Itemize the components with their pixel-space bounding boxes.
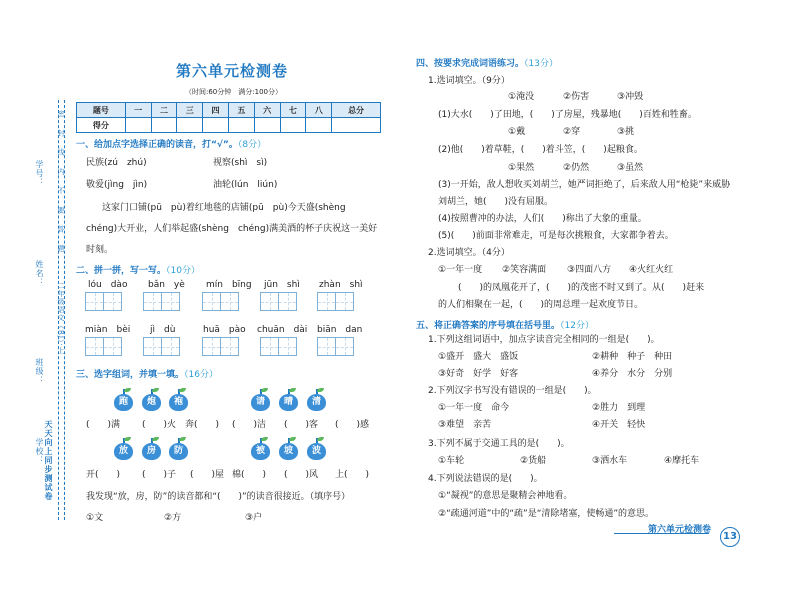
s1-item: 民族(zú zhú): [86, 158, 147, 168]
s5-option-text: 好学: [473, 369, 492, 379]
s3-blank: ( )客: [284, 420, 319, 430]
score-header-cell: 总分: [332, 103, 381, 118]
s5-option-text: ③难望: [438, 420, 465, 430]
s1-paragraph-line: chéng)大开业，人们举起盛(shèng chéng)满美酒的杯子庆祝这一美好: [86, 224, 378, 234]
s5-option-text: ④开关: [592, 420, 619, 430]
s3-blank: ( )子: [142, 470, 177, 480]
section1-heading: [76, 137, 266, 150]
score-cell[interactable]: [306, 118, 332, 133]
s3-blank: ( )洁: [232, 420, 267, 430]
score-row-label: 得分: [77, 118, 126, 133]
s3-choice: ③户: [245, 513, 263, 523]
s3-blank: 开( ): [86, 470, 121, 480]
apple-char: 清: [307, 394, 326, 411]
s4-option: ②穿: [563, 127, 581, 137]
s1-paragraph-line: 时刻。: [86, 245, 114, 255]
s5-question: 1.下列这组词语中，加点字读音完全相同的一组是( )。: [428, 335, 660, 345]
s4-option: ①一年一度: [438, 265, 483, 275]
grade-subject-label: 二年级语文（RJ）·上: [57, 282, 65, 355]
s5-question: 4.下列说法错误的是( )。: [428, 474, 543, 484]
section5-title: 五、将正确答案的序号填在括号里。: [416, 321, 561, 331]
s5-option: [592, 403, 645, 414]
s4-q1: 1.选词填空。（9分）: [428, 76, 510, 86]
s5-option-text: 轻快: [627, 420, 646, 430]
section4-title: 四、按要求完成词语练习。: [416, 59, 525, 69]
s1-item: 油轮(lún liún): [213, 180, 278, 190]
score-header-cell: 七: [280, 103, 306, 118]
score-header-cell: 六: [254, 103, 280, 118]
s4-option: ④火红火红: [629, 265, 674, 275]
s4-option: ③四面八方: [567, 265, 612, 275]
s3-question: 我发现“放，房，防”的读音都和“( )”的读音很接近。（填序号）: [86, 492, 351, 502]
pinyin-label: bǎn yè: [148, 280, 185, 290]
s4-option: ①淹没: [508, 92, 535, 102]
s1-item: 敬爱(jìng jìn): [86, 180, 148, 190]
score-header-cell: 八: [306, 103, 332, 118]
apple-char: 房: [142, 443, 161, 460]
score-cell[interactable]: [280, 118, 306, 133]
pinyin-label: jì dù: [150, 325, 176, 335]
s5-option: ②“疏通河道”中的“疏”是“清除堵塞，使畅通”的意思。: [438, 509, 655, 519]
page-title: 第六单元检测卷: [176, 62, 289, 80]
section3-points: （16分）: [184, 370, 218, 380]
s5-option-text: 到理: [627, 403, 646, 413]
score-cell[interactable]: [151, 118, 177, 133]
s3-blank: 棉( ): [232, 470, 267, 480]
s5-option: [438, 403, 509, 414]
s3-choice: ①文: [86, 513, 104, 523]
s4-q2: 2.选词填空。（4分）: [428, 248, 510, 258]
s4-sentence: (4)按照曹冲的办法，人们( )称出了大象的重量。: [438, 214, 647, 224]
apple-char: 炮: [142, 394, 161, 411]
section1-title: 一、给加点字选择正确的读音，打“√”。: [76, 140, 238, 150]
s5-option-text: 水分: [627, 369, 646, 379]
s5-option: [592, 352, 672, 363]
s5-option: [438, 352, 518, 363]
s5-option: [438, 420, 491, 431]
pinyin-label: jūn shì: [264, 280, 300, 290]
s4-sentence: (2)他( )着草鞋，( )着斗笠，( )起粮食。: [438, 145, 643, 155]
section2-title: 二、拼一拼，写一写。: [76, 266, 167, 276]
s4-sentence: ( )的凤凰花开了，( )的茂密不时又到了。从( )赶来: [458, 283, 705, 293]
s3-blank: 上( ): [335, 470, 370, 480]
s3-choice: ②方: [164, 513, 182, 523]
s5-option-text: ③好奇: [438, 369, 465, 379]
writing-grid[interactable]: [202, 337, 238, 356]
apple-char: 袍: [169, 394, 188, 411]
score-cell[interactable]: [332, 118, 381, 133]
score-header-cell: 五: [228, 103, 254, 118]
pinyin-label: zhàn shì: [319, 280, 363, 290]
s5-option-text: 亲苦: [473, 420, 492, 430]
pinyin-label: huā pào: [203, 325, 246, 335]
s4-sentence: (1)大水( )了田地，( )了房屋，残暴地( )百姓和牲畜。: [438, 110, 697, 120]
s5-option: ①车轮: [438, 456, 465, 466]
s4-option: ①戴: [508, 127, 526, 137]
s5-option: [438, 369, 518, 380]
score-cell[interactable]: [177, 118, 203, 133]
school-label: 学校：: [35, 438, 44, 465]
name-label: 姓名：: [35, 260, 44, 287]
section3-title: 三、选字组词，并填一填。: [76, 370, 185, 380]
score-table-header-row: [77, 103, 381, 118]
s5-question: 2.下列汉字书写没有错误的一组是( )。: [428, 386, 597, 396]
s4-option: ③虽然: [617, 163, 644, 173]
s4-option: ②伤害: [563, 92, 590, 102]
writing-grid[interactable]: [143, 292, 179, 311]
s5-option-text: ④养分: [592, 369, 619, 379]
writing-grid[interactable]: [260, 337, 296, 356]
section5-heading: [416, 318, 594, 331]
section4-points: （13分）: [524, 59, 558, 69]
page-number: 13: [720, 527, 740, 547]
pinyin-label: mín bīng: [206, 280, 252, 290]
s5-option: ②货船: [520, 456, 547, 466]
s5-option-text: 种田: [654, 352, 673, 362]
section3-heading: [76, 367, 218, 380]
writing-grid[interactable]: [143, 337, 179, 356]
apple-char: 被: [251, 443, 270, 460]
brand-label: 天天向上同步测试卷: [44, 420, 53, 501]
score-header-cell: 四: [203, 103, 229, 118]
s5-option-text: 分别: [654, 369, 673, 379]
s3-blank: ( )满: [86, 420, 121, 430]
apple-char: 防: [169, 443, 188, 460]
s5-option: [592, 420, 645, 431]
s5-option-text: ①一年一度: [438, 403, 483, 413]
score-header-cell: 三: [177, 103, 203, 118]
s1-paragraph-line: 这家门口铺(pū pù)着红地毯的店铺(pū pù)今天盛(shèng: [102, 203, 346, 213]
apple-char: 跑: [114, 394, 133, 411]
writing-grid[interactable]: [317, 337, 353, 356]
score-table-score-row: [77, 118, 381, 133]
s5-option: ④摩托车: [664, 456, 700, 466]
apple-char: 波: [307, 443, 326, 460]
s5-option: ③洒水车: [592, 456, 628, 466]
s5-option-text: 命今: [491, 403, 510, 413]
score-table: [76, 102, 381, 133]
s4-option: ②仍然: [563, 163, 590, 173]
s4-sentence: (5)( )前面非常难走，可是每次挑粮食，大家都争着去。: [438, 231, 674, 241]
s5-option-text: 盛大: [473, 352, 492, 362]
s5-option: ①“凝视”的意思是聚精会神地看。: [438, 491, 573, 501]
apple-char: 晴: [279, 394, 298, 411]
apple-char: 坡: [279, 443, 298, 460]
s5-option-text: 种子: [627, 352, 646, 362]
pinyin-label: biān dan: [317, 325, 363, 335]
score-header-cell: 题号: [77, 103, 126, 118]
s5-option-text: ②耕种: [592, 352, 619, 362]
score-cell[interactable]: [203, 118, 229, 133]
apple-char: 放: [114, 443, 133, 460]
apple-char: 请: [251, 394, 270, 411]
section1-points: （8分）: [237, 140, 267, 150]
s5-option-text: 盛饭: [500, 352, 519, 362]
s4-sentence: 刘胡兰，她( )没有屈服。: [438, 197, 554, 207]
score-cell[interactable]: [228, 118, 254, 133]
s4-sentence: 的人们相聚在一起，( )的周总理一起欢度节日。: [438, 300, 644, 310]
s5-option: [592, 369, 672, 380]
s5-option-text: ①盛开: [438, 352, 465, 362]
writing-grid[interactable]: [85, 337, 121, 356]
score-cell[interactable]: [254, 118, 280, 133]
pinyin-label: lóu dào: [88, 280, 128, 290]
s1-item: 视察(shì sì): [213, 158, 268, 168]
writing-grid[interactable]: [317, 292, 353, 311]
s5-question: 3.下列不属于交通工具的是( )。: [428, 439, 570, 449]
writing-grid[interactable]: [85, 292, 121, 311]
seal-warning: 密 封 线 内 不 要 答 题: [57, 110, 65, 257]
s3-blank: ( )火 奔( ): [142, 420, 220, 430]
s4-option: ③挑: [617, 127, 635, 137]
s4-option: ②笑容满面: [502, 265, 547, 275]
class-label: 班级：: [35, 358, 44, 385]
score-header-cell: 一: [125, 103, 151, 118]
s4-option: ①果然: [508, 163, 535, 173]
score-header-cell: 二: [151, 103, 177, 118]
s3-blank: ( )屋: [190, 470, 225, 480]
footer-title: 第六单元检测卷: [648, 525, 712, 535]
exam-time-info: （时间:60分钟 满分:100分）: [185, 88, 282, 96]
section4-heading: [416, 56, 558, 69]
s3-blank: ( )感: [335, 420, 370, 430]
s4-sentence: (3)一开始，敌人想收买刘胡兰，她严词拒绝了，后来敌人用“枪毙”来威胁: [438, 180, 731, 190]
s5-option-text: ②胜力: [592, 403, 619, 413]
pinyin-label: chuān dài: [257, 325, 308, 335]
section5-points: （12分）: [560, 321, 594, 331]
score-cell[interactable]: [125, 118, 151, 133]
s3-blank: ( )风: [284, 470, 319, 480]
writing-grid[interactable]: [202, 292, 238, 311]
s4-option: ③冲毁: [617, 92, 644, 102]
writing-grid[interactable]: [260, 292, 296, 311]
section2-heading: [76, 263, 200, 276]
section2-points: （10分）: [166, 266, 200, 276]
s5-option-text: 好客: [500, 369, 519, 379]
student-id-label: 学号：: [35, 160, 44, 187]
pinyin-label: miàn bèi: [85, 325, 131, 335]
